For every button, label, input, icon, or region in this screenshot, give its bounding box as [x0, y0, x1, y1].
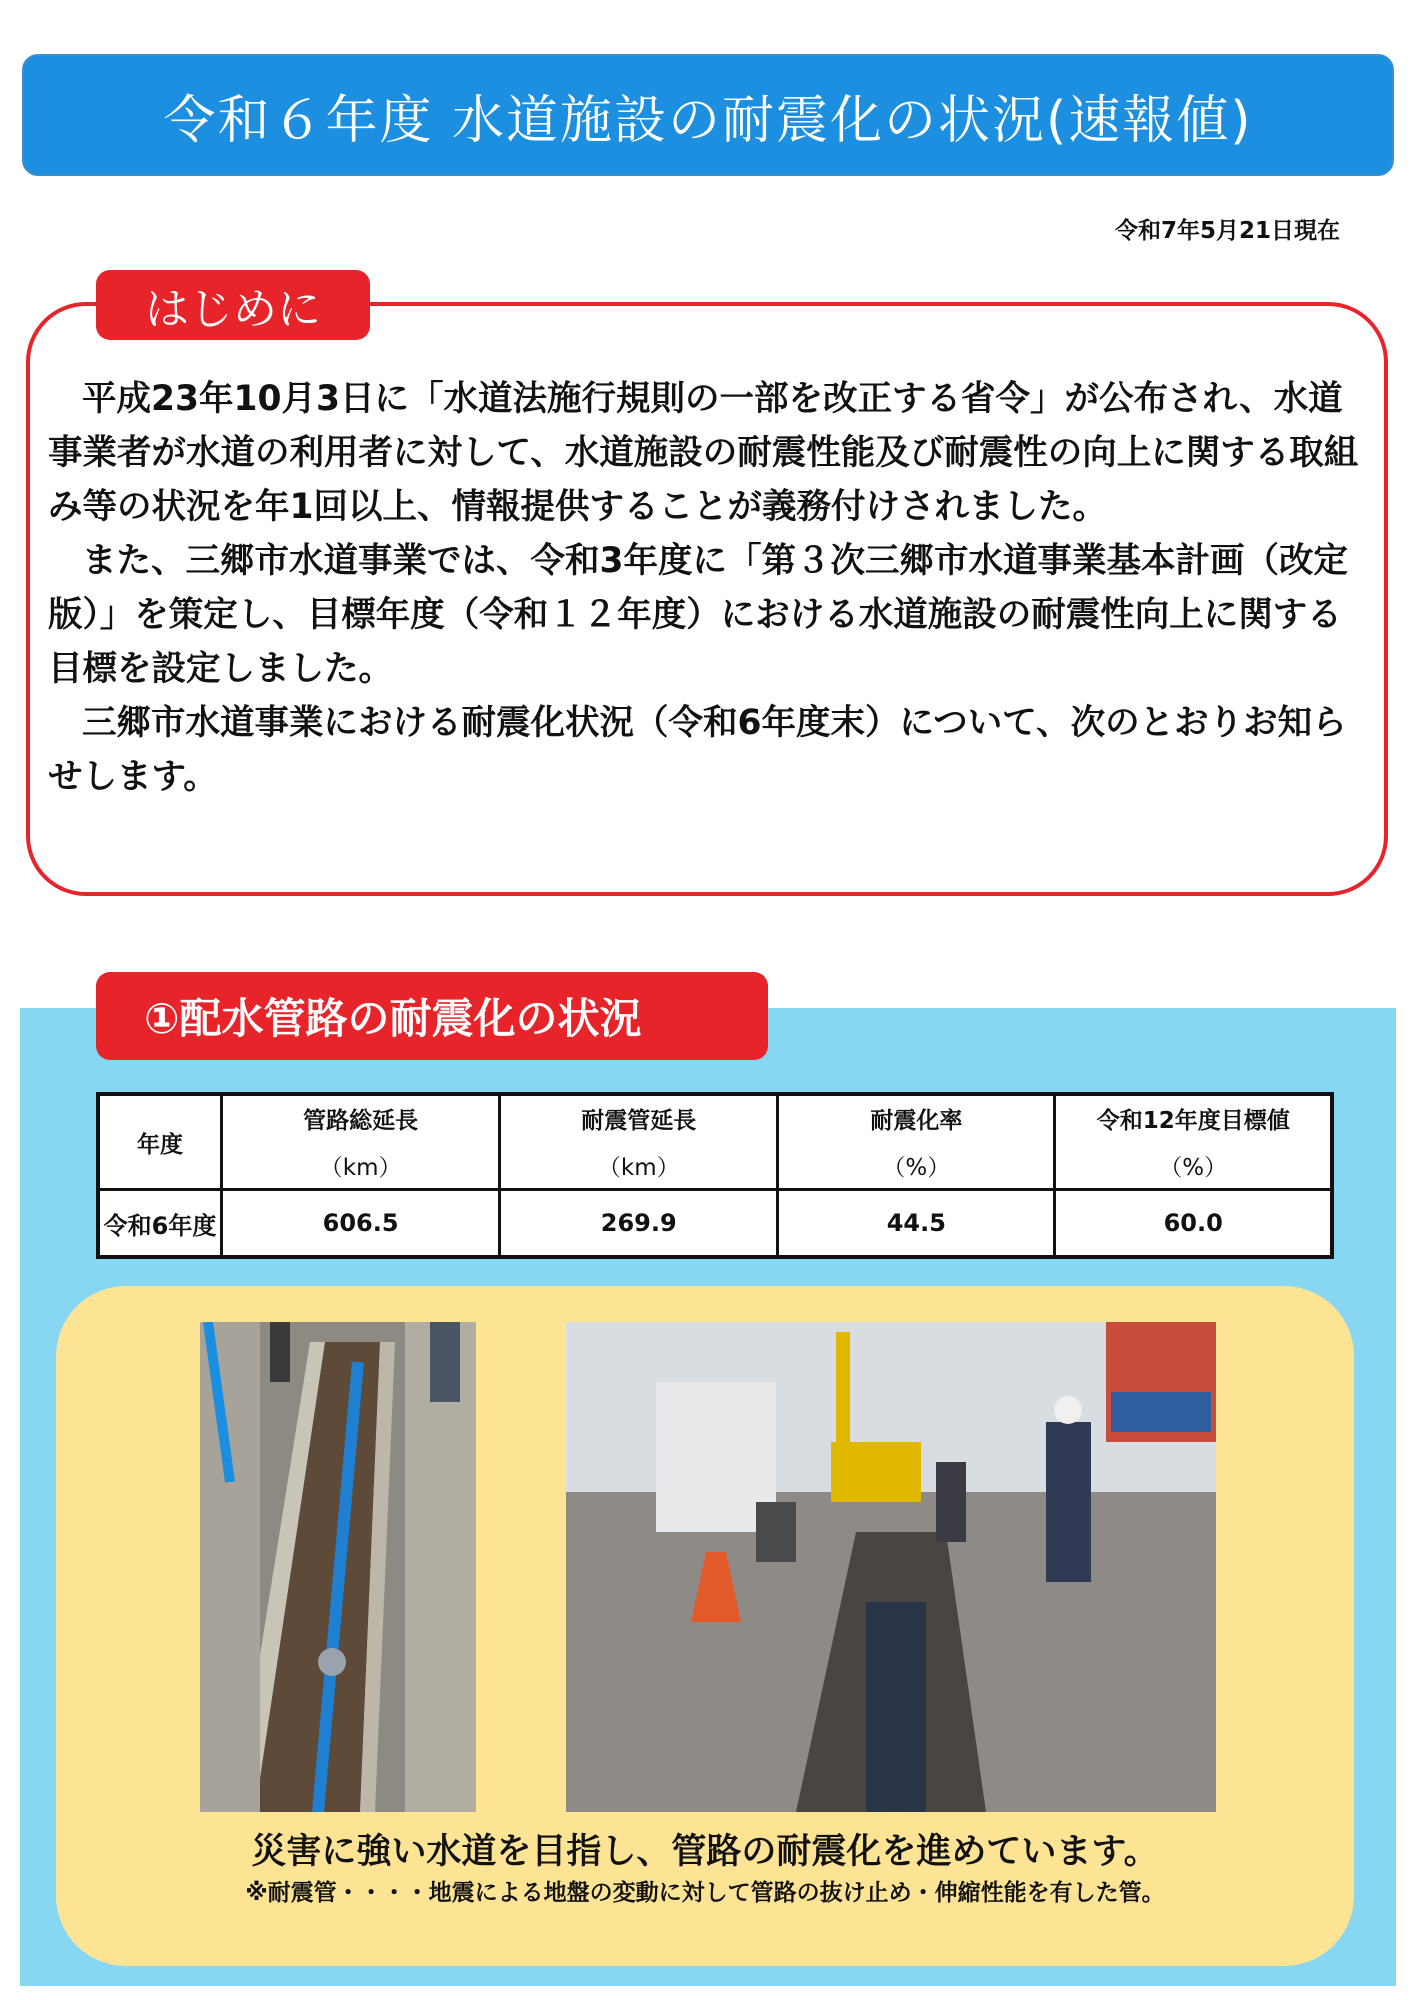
table-header-row: [98, 1094, 1332, 1190]
date-stamp: 令和7年5月21日現在: [1114, 218, 1340, 244]
trench-pipe-photo: [200, 1322, 476, 1812]
intro-heading-tab: [96, 270, 370, 340]
seismic-table: [96, 1092, 1334, 1259]
table-row: [98, 1190, 1332, 1258]
table-cell: 60.0: [1055, 1190, 1332, 1258]
header-cell: 令和12年度目標値 （%）: [1055, 1094, 1332, 1190]
intro-paragraph: また、三郷市水道事業では、令和3年度に「第３次三郷市水道事業基本計画（改定版）」を策定し、目標年度（令和１２年度）における水道施設の耐震性向上に関する目標を設定しました。: [48, 541, 1349, 689]
section-heading-tab: [96, 972, 768, 1060]
footnote: ※耐震管・・・・地震による地盤の変動に対して管路の抜け止め・伸縮性能を有した管。: [245, 1880, 1165, 1906]
table-cell: 269.9: [500, 1190, 778, 1258]
page-title: 令和６年度 水道施設の耐震化の状況(速報値): [163, 90, 1253, 151]
section-heading: ①配水管路の耐震化の状況: [144, 994, 642, 1043]
table-cell: 令和6年度: [98, 1190, 222, 1258]
construction-site-photo: [566, 1322, 1216, 1812]
intro-paragraph: 平成23年10月3日に「水道法施行規則の一部を改正する省令」が公布され、水道事業者が水道の利用者に対して、水道施設の耐震性能及び耐震性の向上に関する取組み等の状況を年1回以上、情報提供することが義務付けされました。: [48, 379, 1359, 527]
title-banner: [22, 54, 1394, 176]
construction-site-image: [566, 1322, 1216, 1812]
photo-caption: 災害に強い水道を目指し、管路の耐震化を進めています。: [251, 1832, 1159, 1872]
intro-text: [48, 372, 1368, 804]
header-cell: 耐震化率 （%）: [778, 1094, 1055, 1190]
table-cell: 44.5: [778, 1190, 1055, 1258]
trench-pipe-image: [200, 1322, 476, 1812]
header-cell: 年度: [98, 1094, 222, 1190]
table-cell: 606.5: [222, 1190, 500, 1258]
intro-paragraph: 三郷市水道事業における耐震化状況（令和6年度末）について、次のとおりお知らせします。: [48, 703, 1347, 797]
header-cell: 管路総延長 （km）: [222, 1094, 500, 1190]
header-cell: 耐震管延長 （km）: [500, 1094, 778, 1190]
intro-heading: はじめに: [145, 284, 321, 335]
